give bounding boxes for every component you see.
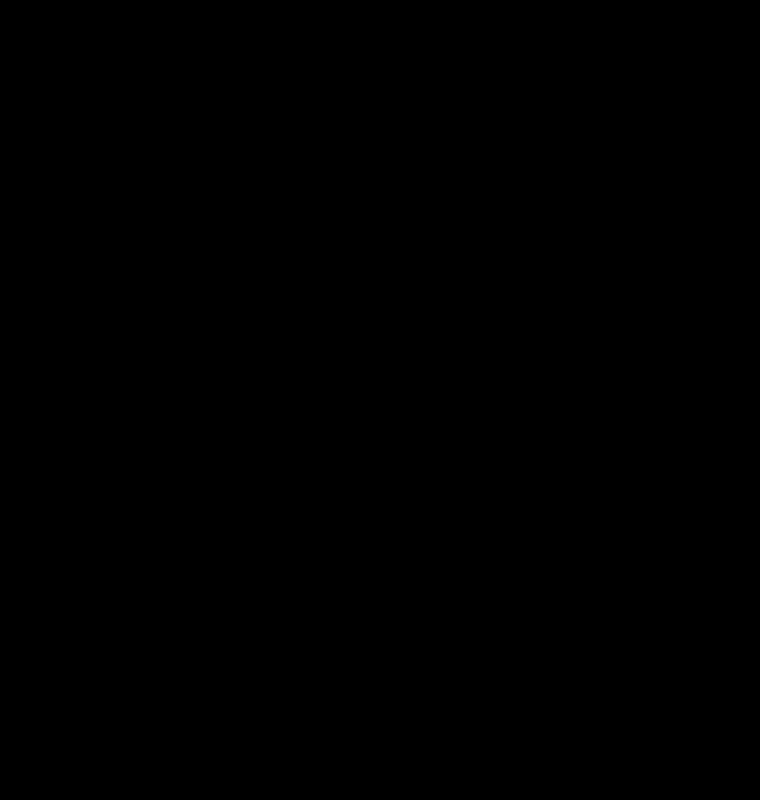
bottom-column-labels (38, 770, 722, 792)
selector-bar[interactable] (38, 373, 722, 389)
bottom-grid (38, 397, 722, 768)
top-column-labels (38, 5, 722, 27)
top-grid (38, 35, 722, 365)
